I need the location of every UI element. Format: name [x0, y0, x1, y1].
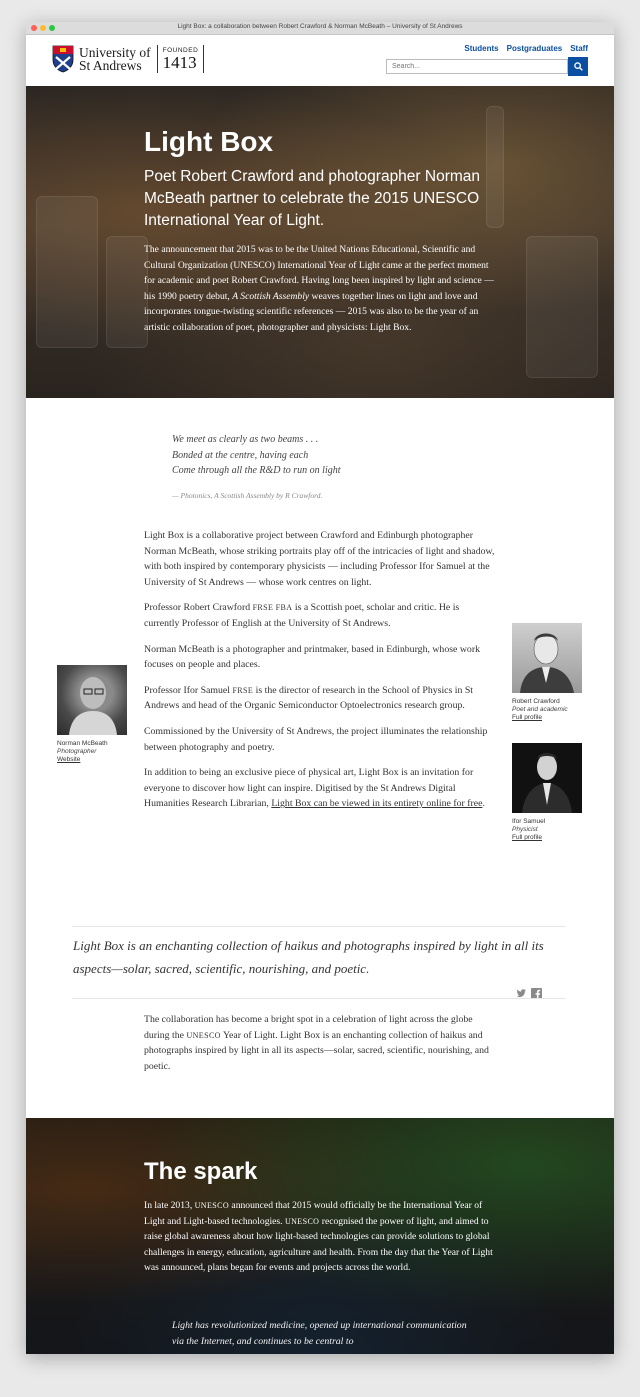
- nav-link-postgraduates[interactable]: Postgraduates: [506, 44, 563, 53]
- samuel-profile-link[interactable]: Full profile: [512, 834, 542, 841]
- section-title: The spark: [144, 1158, 258, 1185]
- paragraph: In late 2013, UNESCO announced that 2015 would officially be the International Year of Light and Light-based technologies. UNESCO recognised the power of light, and aimed to raise global awareness about how light-based technologies can provide solutions to global challenges in energy, education, agriculture and health. From the day that the Year of Light was announced, plans began for events and projects across the world.: [144, 1200, 493, 1274]
- site-header: [26, 35, 614, 87]
- hero-banner: [26, 86, 614, 398]
- hero-subtitle: Poet Robert Crawford and photographer Norman McBeath partner to celebrate the 2015 UNESCO International Year of Light.: [144, 168, 481, 229]
- crest-icon: [52, 45, 74, 73]
- browser-window: [26, 22, 614, 1354]
- portrait-mcbeath: Norman McBeath Photographer Website: [57, 665, 127, 763]
- share-buttons: [516, 986, 542, 997]
- hero-content: [144, 126, 496, 336]
- search-button[interactable]: [568, 57, 588, 76]
- poem-line: Bonded at the centre, having each: [172, 449, 309, 461]
- twitter-icon[interactable]: [516, 986, 527, 997]
- divider: [72, 998, 566, 999]
- spark-quote: Light has revolutionized medicine, opened up international communication via the Internet, and continues to be central to: [172, 1320, 467, 1347]
- hero-background-instrument: [526, 236, 598, 378]
- article-body: [144, 528, 496, 822]
- paragraph: Professor Ifor Samuel FRSE is the director of research in the School of Physics in St Andrews and head of the Organic Semiconductor Optoelectronics research group.: [144, 684, 474, 712]
- person-silhouette-icon: [512, 743, 582, 813]
- divider: [72, 926, 566, 927]
- founded-badge: FOUNDED 1413: [157, 45, 205, 73]
- portrait-photo: [57, 665, 127, 735]
- portrait-photo: [512, 623, 582, 693]
- paragraph: Professor Robert Crawford FRSE FBA is a Scottish poet, scholar and critic. He is currently Professor of English at the University of St Andrews.: [144, 602, 460, 629]
- paragraph: Commissioned by the University of St Andrews, the project illuminates the relationship between photography and poetry.: [144, 725, 488, 753]
- search-input[interactable]: [386, 59, 568, 74]
- crawford-profile-link[interactable]: Full profile: [512, 714, 542, 721]
- mcbeath-website-link[interactable]: Website: [57, 756, 81, 763]
- spark-section: [26, 1118, 614, 1354]
- paragraph: The collaboration has become a bright spot in a celebration of light across the globe during the UNESCO Year of Light. Light Box is an enchanting collection of haikus and photographs inspired by light in all its aspects—solar, sacred, scientific, nourishing, and poetic.: [144, 1014, 489, 1072]
- poem-citation: — Photonics, A Scottish Assembly by R Crawford.: [172, 490, 323, 500]
- paragraph: In addition to being an exclusive piece of physical art, Light Box is an invitation for everyone to discover how light can inspire. Digitised by the St Andrews Digital Humanities Research Librarian, Light Box can be viewed in its entirety online for free.: [144, 767, 485, 810]
- university-logo[interactable]: [52, 45, 204, 73]
- search-icon: [574, 62, 583, 71]
- university-name: University of St Andrews: [79, 45, 151, 73]
- lightbox-online-link[interactable]: Light Box can be viewed in its entirety online for free: [271, 798, 483, 810]
- collaboration-section: [144, 1012, 496, 1084]
- hero-background-jar: [106, 236, 148, 348]
- portrait-samuel: Ifor Samuel Physicist Full profile: [512, 743, 582, 841]
- poem-line: We meet as clearly as two beams . . .: [172, 434, 319, 445]
- portrait-photo: [512, 743, 582, 813]
- pull-quote: Light Box is an enchanting collection of haikus and photographs inspired by light in all its aspects—solar, sacred, scientific, nourishing, and poetic.: [73, 938, 544, 976]
- page-title: Light Box: [144, 126, 274, 157]
- hero-intro: The announcement that 2015 was to be the United Nations Educational, Scientific and Cultural Organization (UNESCO) International Year of Light came at the perfect moment for academic and poet Robert Crawford. Having long been inspired by light and science —his 1990 poetry debut, A Scottish Assembly weaves together lines on light and love and incorporates tongue-twisting scientific references — 2015 was also to be the year of an artistic collaboration of poet, photographer and physicists: Light Box.: [144, 244, 494, 333]
- paragraph: Light Box is a collaborative project between Crawford and Edinburgh photographer Norman McBeath, whose striking portraits play off of the intricacies of light and shadow, with both inspired by contemporary physicists — including Professor Ifor Samuel at the University of St Andrews — whose work centres on light.: [144, 530, 495, 588]
- site-search: [386, 59, 588, 76]
- person-silhouette-icon: [512, 623, 582, 693]
- window-title: Light Box: a collaboration between Robert Crawford & Norman McBeath – University of St Andrews: [177, 23, 463, 30]
- window-titlebar: [26, 22, 614, 35]
- nav-link-students[interactable]: Students: [464, 44, 499, 53]
- poem-line: Come through all the R&D to run on light: [172, 465, 341, 476]
- person-silhouette-icon: [57, 665, 127, 735]
- facebook-icon[interactable]: [531, 986, 542, 997]
- nav-link-staff[interactable]: Staff: [570, 44, 588, 53]
- paragraph: Norman McBeath is a photographer and printmaker, based in Edinburgh, whose work focuses on people and places.: [144, 643, 480, 671]
- portrait-crawford: Robert Crawford Poet and academic Full profile: [512, 623, 582, 721]
- audience-nav: [464, 44, 588, 53]
- hero-background-jar: [36, 196, 98, 348]
- poem-excerpt: [172, 432, 492, 500]
